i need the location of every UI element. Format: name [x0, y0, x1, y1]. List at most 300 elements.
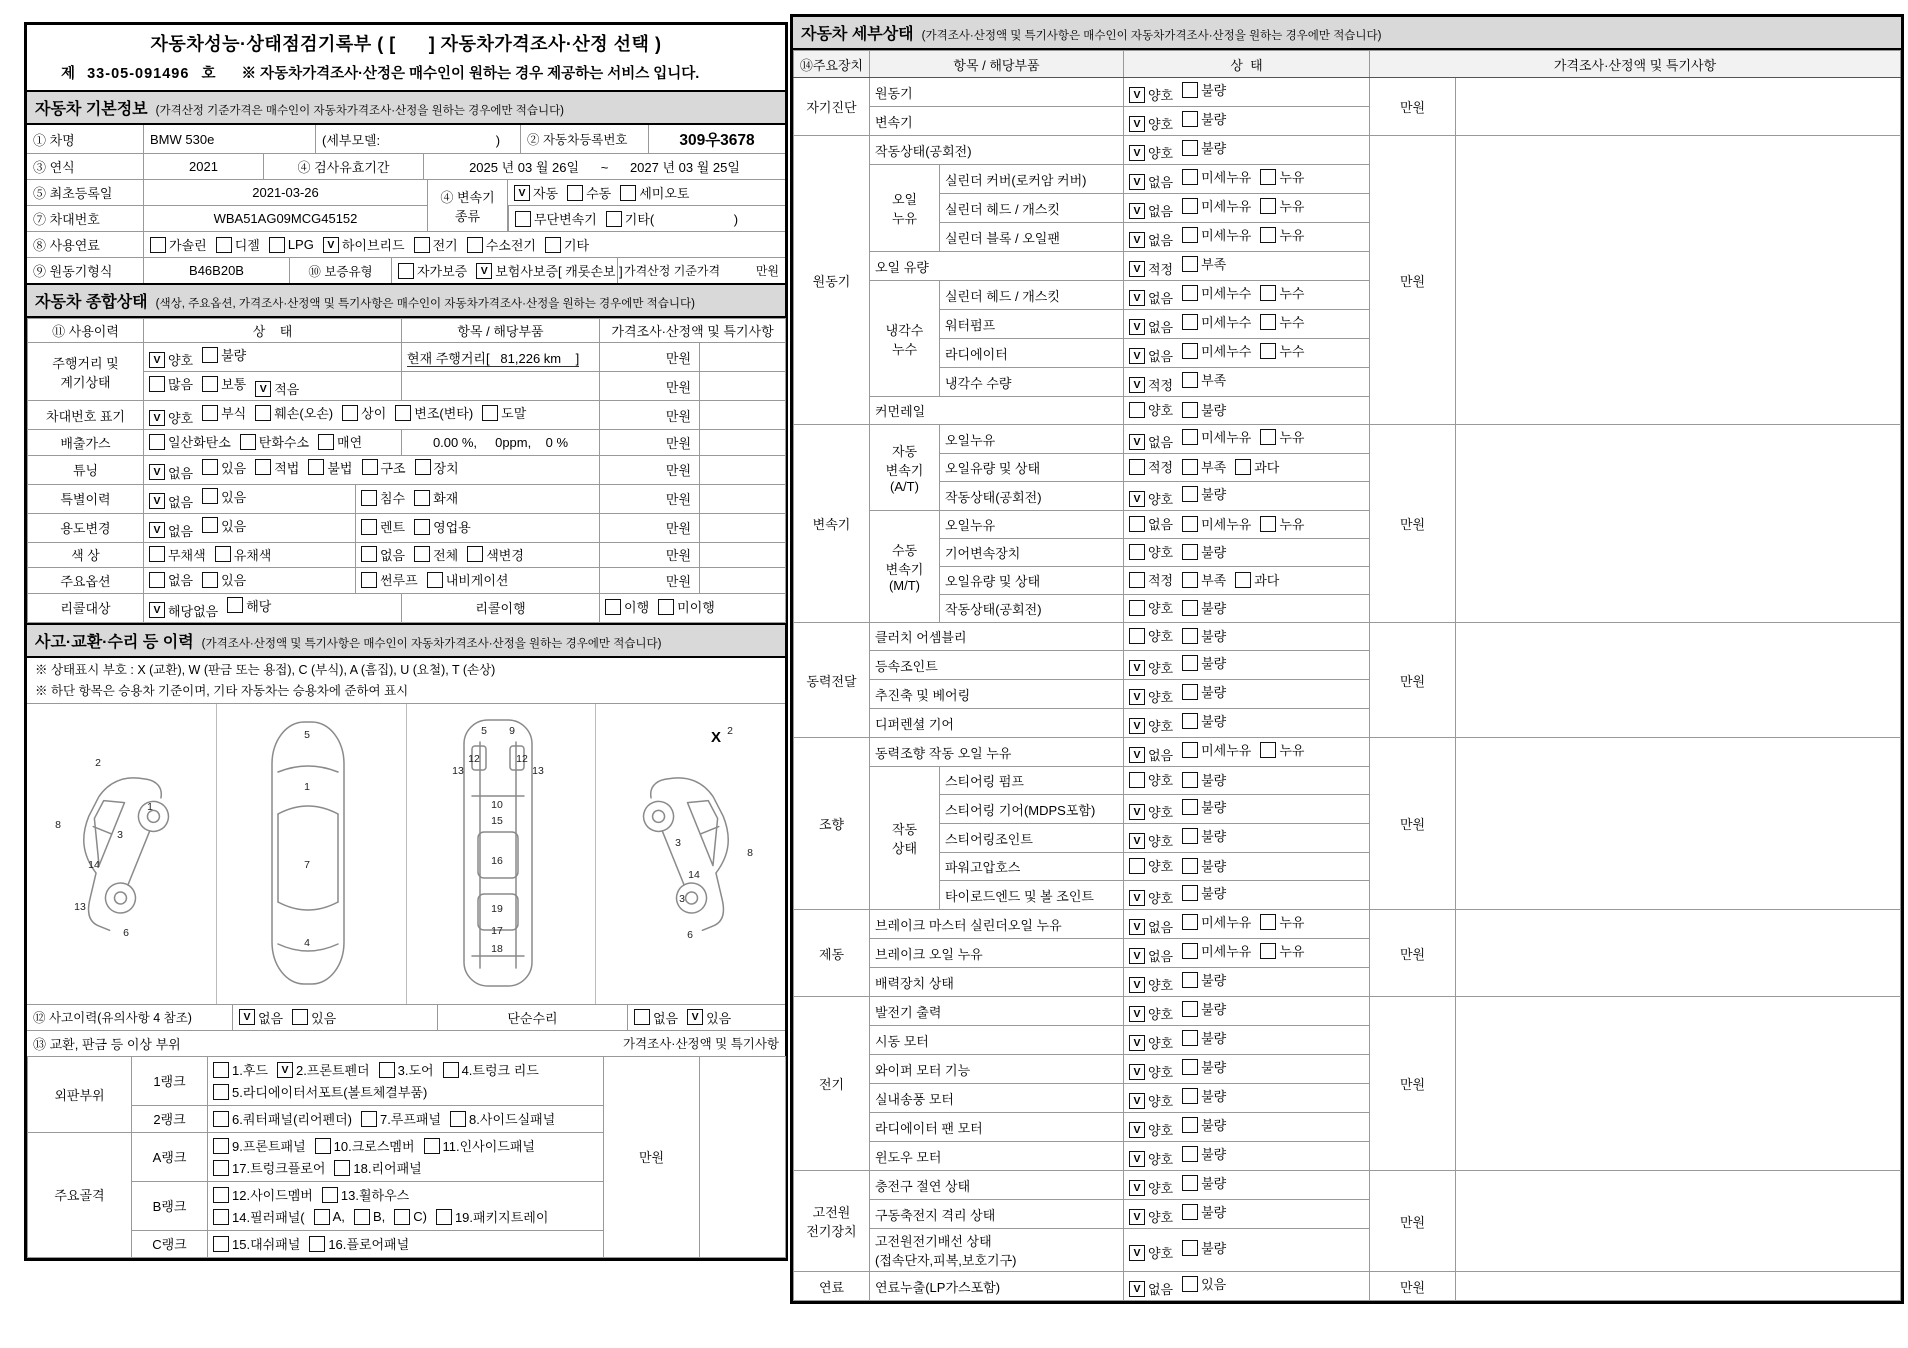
checkbox[interactable] [1182, 343, 1198, 359]
checkbox[interactable]: V [1129, 1281, 1145, 1297]
checkbox-option[interactable] [467, 545, 524, 564]
checkbox-option[interactable] [1182, 1144, 1226, 1163]
checkbox[interactable]: V [1129, 290, 1145, 306]
checkbox-option[interactable] [1182, 626, 1226, 645]
checkbox[interactable] [424, 1138, 440, 1154]
checkbox-option[interactable] [1129, 658, 1173, 677]
checkbox-option[interactable] [606, 209, 738, 228]
price-write-cell[interactable] [1456, 136, 1901, 425]
checkbox[interactable]: V [149, 464, 165, 480]
checkbox-option[interactable] [1182, 1173, 1226, 1192]
checkbox[interactable] [202, 572, 218, 588]
checkbox-option[interactable] [149, 601, 218, 620]
checkbox[interactable] [1182, 628, 1198, 644]
checkbox[interactable]: V [1129, 1006, 1145, 1022]
checkbox[interactable] [1260, 227, 1276, 243]
checkbox[interactable]: V [1129, 660, 1145, 676]
checkbox-option[interactable] [1182, 109, 1226, 128]
checkbox[interactable] [255, 405, 271, 421]
checkbox[interactable] [213, 1209, 229, 1225]
checkbox-option[interactable] [1260, 225, 1304, 244]
checkbox-option[interactable] [1182, 254, 1226, 273]
checkbox[interactable]: V [1129, 434, 1145, 450]
checkbox[interactable]: V [687, 1009, 703, 1025]
price-write-cell[interactable] [700, 430, 786, 456]
checkbox[interactable] [606, 211, 622, 227]
checkbox-option[interactable] [1260, 283, 1304, 302]
checkbox[interactable]: V [149, 493, 165, 509]
checkbox[interactable] [1182, 285, 1198, 301]
checkbox-option[interactable] [379, 1060, 434, 1079]
checkbox[interactable]: V [1129, 1151, 1145, 1167]
checkbox-option[interactable] [308, 458, 352, 477]
checkbox-option[interactable] [213, 1158, 325, 1177]
checkbox[interactable] [467, 546, 483, 562]
checkbox[interactable] [150, 237, 166, 253]
checkbox[interactable]: V [1129, 87, 1145, 103]
checkbox[interactable] [309, 1236, 325, 1252]
checkbox[interactable] [1182, 1088, 1198, 1104]
checkbox-option[interactable] [1182, 682, 1226, 701]
checkbox[interactable] [1182, 799, 1198, 815]
checkbox[interactable] [1129, 772, 1145, 788]
checkbox-option[interactable] [1129, 1149, 1173, 1168]
checkbox[interactable] [322, 1187, 338, 1203]
checkbox-option[interactable] [1129, 975, 1173, 994]
checkbox-option[interactable] [1260, 514, 1304, 533]
checkbox-option[interactable] [1182, 856, 1226, 875]
checkbox[interactable] [1129, 544, 1145, 560]
checkbox[interactable] [1260, 516, 1276, 532]
checkbox-option[interactable] [149, 408, 193, 427]
checkbox[interactable] [354, 1209, 370, 1225]
checkbox-option[interactable] [213, 1136, 306, 1155]
checkbox-option[interactable] [361, 545, 405, 564]
checkbox-option[interactable] [292, 1008, 336, 1027]
checkbox-option[interactable] [1182, 653, 1226, 672]
checkbox[interactable] [1182, 1117, 1198, 1133]
checkbox[interactable] [379, 1062, 395, 1078]
checkbox[interactable]: V [1129, 977, 1145, 993]
checkbox-option[interactable] [1182, 341, 1251, 360]
checkbox[interactable] [318, 434, 334, 450]
checkbox-option[interactable] [255, 403, 333, 422]
checkbox[interactable]: V [514, 185, 530, 201]
checkbox-option[interactable] [277, 1060, 370, 1079]
checkbox-option[interactable] [414, 545, 458, 564]
price-write-cell[interactable] [1456, 1171, 1901, 1272]
checkbox-option[interactable] [1129, 542, 1173, 561]
checkbox[interactable] [361, 572, 377, 588]
checkbox-option[interactable] [314, 1209, 345, 1225]
checkbox[interactable]: V [1129, 377, 1145, 393]
checkbox[interactable]: V [1129, 1122, 1145, 1138]
checkbox[interactable] [1129, 628, 1145, 644]
checkbox[interactable] [1260, 169, 1276, 185]
checkbox[interactable] [1182, 82, 1198, 98]
checkbox-option[interactable] [213, 1207, 305, 1226]
checkbox-option[interactable] [545, 235, 589, 254]
checkbox-option[interactable] [398, 261, 467, 280]
checkbox-option[interactable] [255, 379, 299, 398]
checkbox-option[interactable] [1260, 427, 1304, 446]
checkbox[interactable] [227, 597, 243, 613]
checkbox-option[interactable] [1129, 489, 1173, 508]
checkbox[interactable] [149, 434, 165, 450]
price-write-cell[interactable] [700, 343, 786, 372]
checkbox-option[interactable] [1182, 427, 1251, 446]
price-write-cell[interactable] [700, 484, 786, 513]
checkbox[interactable] [334, 1160, 350, 1176]
checkbox-option[interactable] [361, 517, 405, 536]
checkbox[interactable]: V [1129, 747, 1145, 763]
checkbox-option[interactable] [202, 570, 246, 589]
checkbox[interactable] [1182, 1175, 1198, 1191]
checkbox-option[interactable] [1129, 1243, 1173, 1262]
checkbox[interactable] [1182, 1240, 1198, 1256]
checkbox[interactable] [414, 546, 430, 562]
checkbox[interactable] [1182, 402, 1198, 418]
checkbox[interactable] [658, 599, 674, 615]
checkbox-option[interactable] [1182, 400, 1226, 419]
checkbox-option[interactable] [255, 458, 299, 477]
checkbox-option[interactable] [149, 521, 193, 540]
checkbox-option[interactable] [1182, 797, 1226, 816]
checkbox-option[interactable] [334, 1158, 421, 1177]
checkbox-option[interactable] [605, 597, 649, 616]
checkbox[interactable] [149, 376, 165, 392]
checkbox-option[interactable] [213, 1185, 313, 1204]
checkbox-option[interactable] [1182, 1238, 1226, 1257]
checkbox-option[interactable] [1129, 259, 1173, 278]
checkbox[interactable]: V [1129, 689, 1145, 705]
checkbox-option[interactable] [395, 403, 473, 422]
checkbox-option[interactable] [239, 1008, 283, 1027]
checkbox-option[interactable] [1129, 1120, 1173, 1139]
checkbox[interactable] [1129, 572, 1145, 588]
checkbox[interactable] [1182, 1030, 1198, 1046]
checkbox-option[interactable] [149, 463, 193, 482]
checkbox[interactable] [1182, 858, 1198, 874]
checkbox-option[interactable] [1129, 1004, 1173, 1023]
checkbox-option[interactable] [1182, 370, 1226, 389]
checkbox[interactable] [1129, 516, 1145, 532]
checkbox[interactable] [398, 263, 414, 279]
checkbox-option[interactable] [1129, 288, 1173, 307]
submodel-field[interactable]: (세부모델: ) [315, 125, 520, 153]
checkbox[interactable]: V [1129, 174, 1145, 190]
checkbox[interactable] [213, 1062, 229, 1078]
checkbox-option[interactable] [1182, 312, 1251, 331]
checkbox[interactable] [1182, 655, 1198, 671]
checkbox-option[interactable] [1182, 225, 1251, 244]
checkbox[interactable]: V [149, 352, 165, 368]
checkbox[interactable] [1260, 314, 1276, 330]
checkbox-option[interactable] [1129, 457, 1173, 476]
checkbox-option[interactable] [414, 517, 471, 536]
checkbox[interactable] [202, 347, 218, 363]
checkbox[interactable]: V [1129, 491, 1145, 507]
checkbox[interactable]: V [1129, 1064, 1145, 1080]
checkbox[interactable]: V [255, 381, 271, 397]
checkbox-option[interactable] [1182, 999, 1226, 1018]
checkbox[interactable] [342, 405, 358, 421]
price-write-cell[interactable] [700, 542, 786, 568]
checkbox-option[interactable] [322, 1185, 409, 1204]
checkbox-option[interactable] [1129, 802, 1173, 821]
price-write-cell[interactable] [1456, 997, 1901, 1171]
checkbox-option[interactable] [1182, 1057, 1226, 1076]
checkbox-option[interactable] [149, 374, 193, 393]
checkbox-option[interactable] [362, 458, 406, 477]
checkbox-option[interactable] [1129, 917, 1173, 936]
checkbox-option[interactable] [1182, 826, 1226, 845]
checkbox-option[interactable] [216, 235, 260, 254]
checkbox[interactable] [213, 1111, 229, 1127]
price-write-cell[interactable] [700, 372, 786, 401]
checkbox[interactable]: V [239, 1009, 255, 1025]
checkbox-option[interactable] [482, 403, 526, 422]
checkbox-option[interactable] [213, 1109, 352, 1128]
checkbox-option[interactable] [1129, 1033, 1173, 1052]
checkbox-option[interactable] [1129, 85, 1173, 104]
checkbox-option[interactable] [150, 235, 207, 254]
checkbox-option[interactable] [1129, 598, 1173, 617]
checkbox[interactable] [1182, 372, 1198, 388]
checkbox[interactable] [1182, 713, 1198, 729]
checkbox-option[interactable] [202, 403, 246, 422]
checkbox[interactable]: V [1129, 319, 1145, 335]
checkbox-option[interactable] [213, 1082, 427, 1101]
checkbox-option[interactable] [323, 235, 405, 254]
checkbox[interactable] [545, 237, 561, 253]
checkbox[interactable] [1129, 858, 1145, 874]
checkbox[interactable] [1182, 1276, 1198, 1292]
checkbox[interactable]: V [1129, 833, 1145, 849]
checkbox[interactable]: V [1129, 948, 1145, 964]
checkbox-option[interactable] [658, 597, 715, 616]
checkbox[interactable] [620, 185, 636, 201]
checkbox-option[interactable] [450, 1109, 555, 1128]
checkbox-option[interactable] [1129, 400, 1173, 419]
checkbox-option[interactable] [427, 570, 509, 589]
checkbox-option[interactable] [1182, 1202, 1226, 1221]
checkbox[interactable] [1182, 314, 1198, 330]
checkbox-option[interactable] [1129, 770, 1173, 789]
checkbox[interactable]: V [1129, 348, 1145, 364]
price-write-cell[interactable] [700, 401, 786, 430]
checkbox-option[interactable] [149, 492, 193, 511]
checkbox[interactable] [213, 1160, 229, 1176]
checkbox-option[interactable] [361, 1109, 441, 1128]
checkbox[interactable] [414, 490, 430, 506]
checkbox-option[interactable] [1260, 312, 1304, 331]
checkbox[interactable]: V [1129, 718, 1145, 734]
checkbox-option[interactable] [515, 209, 597, 228]
checkbox[interactable] [1182, 111, 1198, 127]
checkbox-option[interactable] [1129, 230, 1173, 249]
checkbox[interactable] [202, 488, 218, 504]
checkbox[interactable] [567, 185, 583, 201]
checkbox-option[interactable] [354, 1209, 385, 1225]
checkbox[interactable] [1260, 429, 1276, 445]
checkbox[interactable]: V [323, 237, 339, 253]
checkbox-option[interactable] [1235, 457, 1279, 476]
checkbox[interactable] [216, 237, 232, 253]
checkbox-option[interactable] [1182, 542, 1226, 561]
checkbox-option[interactable] [1129, 687, 1173, 706]
checkbox[interactable] [202, 517, 218, 533]
checkbox[interactable] [202, 459, 218, 475]
checkbox[interactable] [1260, 198, 1276, 214]
checkbox-option[interactable] [149, 570, 193, 589]
checkbox[interactable] [395, 405, 411, 421]
checkbox-option[interactable] [1260, 167, 1304, 186]
price-write-cell[interactable] [1456, 738, 1901, 910]
checkbox-option[interactable] [476, 261, 622, 280]
checkbox[interactable] [1182, 227, 1198, 243]
checkbox[interactable] [1182, 972, 1198, 988]
checkbox-option[interactable] [315, 1136, 415, 1155]
checkbox-option[interactable] [1129, 570, 1173, 589]
checkbox-option[interactable] [1129, 888, 1173, 907]
checkbox-option[interactable] [1260, 341, 1304, 360]
price-write-cell[interactable] [700, 568, 786, 594]
checkbox-option[interactable] [1129, 201, 1173, 220]
checkbox[interactable] [202, 376, 218, 392]
checkbox-option[interactable] [1129, 716, 1173, 735]
checkbox[interactable] [362, 459, 378, 475]
checkbox[interactable] [255, 459, 271, 475]
checkbox[interactable] [436, 1209, 452, 1225]
checkbox-option[interactable] [149, 350, 193, 369]
checkbox[interactable] [1182, 459, 1198, 475]
checkbox[interactable] [1182, 885, 1198, 901]
checkbox[interactable] [1182, 1001, 1198, 1017]
checkbox[interactable] [1182, 516, 1198, 532]
checkbox-option[interactable] [1260, 740, 1304, 759]
checkbox-option[interactable] [443, 1060, 539, 1079]
checkbox[interactable] [1182, 828, 1198, 844]
checkbox-option[interactable] [1129, 1091, 1173, 1110]
checkbox-option[interactable] [202, 345, 246, 364]
checkbox[interactable] [269, 237, 285, 253]
checkbox[interactable] [1182, 169, 1198, 185]
checkbox-option[interactable] [1129, 946, 1173, 965]
checkbox[interactable] [1182, 1059, 1198, 1075]
checkbox[interactable] [1182, 198, 1198, 214]
checkbox[interactable] [240, 434, 256, 450]
checkbox-option[interactable] [1182, 514, 1251, 533]
price-write-cell[interactable] [700, 1056, 786, 1257]
checkbox-option[interactable] [1129, 1062, 1173, 1081]
checkbox-option[interactable] [213, 1234, 300, 1253]
price-write-cell[interactable] [700, 455, 786, 484]
checkbox[interactable] [361, 519, 377, 535]
checkbox-option[interactable] [1182, 167, 1251, 186]
checkbox-option[interactable] [1260, 941, 1304, 960]
checkbox[interactable]: V [1129, 890, 1145, 906]
checkbox-option[interactable] [1260, 196, 1304, 215]
checkbox-option[interactable] [1182, 457, 1226, 476]
checkbox-option[interactable] [1182, 196, 1251, 215]
checkbox[interactable] [361, 490, 377, 506]
checkbox-option[interactable] [1182, 484, 1226, 503]
checkbox-option[interactable] [1129, 346, 1173, 365]
checkbox-option[interactable] [202, 458, 246, 477]
checkbox-option[interactable] [1182, 570, 1226, 589]
checkbox-option[interactable] [227, 596, 271, 615]
checkbox[interactable] [215, 546, 231, 562]
checkbox-option[interactable] [687, 1008, 731, 1027]
checkbox[interactable] [149, 572, 165, 588]
checkbox[interactable] [515, 211, 531, 227]
checkbox[interactable] [361, 546, 377, 562]
checkbox-option[interactable] [202, 516, 246, 535]
checkbox[interactable] [202, 405, 218, 421]
checkbox-option[interactable] [1129, 143, 1173, 162]
checkbox[interactable]: V [1129, 1035, 1145, 1051]
checkbox-option[interactable] [1129, 1178, 1173, 1197]
checkbox[interactable] [1182, 600, 1198, 616]
checkbox[interactable]: V [1129, 232, 1145, 248]
price-write-cell[interactable] [700, 513, 786, 542]
checkbox-option[interactable] [1182, 711, 1226, 730]
checkbox[interactable] [605, 599, 621, 615]
checkbox[interactable] [415, 459, 431, 475]
checkbox-option[interactable] [1182, 970, 1226, 989]
checkbox[interactable] [308, 459, 324, 475]
checkbox-option[interactable] [361, 488, 405, 507]
checkbox[interactable] [414, 519, 430, 535]
checkbox-option[interactable] [342, 403, 386, 422]
checkbox[interactable] [394, 1209, 410, 1225]
checkbox[interactable] [292, 1009, 308, 1025]
checkbox-option[interactable] [309, 1234, 409, 1253]
checkbox-option[interactable] [620, 183, 689, 202]
checkbox-option[interactable] [1129, 432, 1173, 451]
checkbox[interactable]: V [1129, 1093, 1145, 1109]
checkbox-option[interactable] [1129, 114, 1173, 133]
checkbox-option[interactable] [634, 1008, 678, 1027]
checkbox[interactable]: V [149, 602, 165, 618]
checkbox-option[interactable] [467, 235, 536, 254]
checkbox-option[interactable] [1129, 856, 1173, 875]
checkbox[interactable] [482, 405, 498, 421]
price-write-cell[interactable] [1456, 78, 1901, 136]
checkbox[interactable]: V [1129, 203, 1145, 219]
checkbox-option[interactable] [414, 488, 458, 507]
checkbox-option[interactable] [1129, 317, 1173, 336]
checkbox[interactable] [1260, 943, 1276, 959]
checkbox-option[interactable] [269, 237, 314, 253]
checkbox-option[interactable] [424, 1136, 535, 1155]
checkbox-option[interactable] [1129, 375, 1173, 394]
checkbox-option[interactable] [1129, 172, 1173, 191]
checkbox-option[interactable] [149, 432, 231, 451]
checkbox[interactable] [1260, 343, 1276, 359]
checkbox-option[interactable] [1129, 514, 1173, 533]
checkbox[interactable]: V [277, 1062, 293, 1078]
checkbox[interactable] [1260, 285, 1276, 301]
checkbox-option[interactable] [414, 235, 458, 254]
checkbox-option[interactable] [240, 432, 309, 451]
checkbox[interactable] [1182, 1146, 1198, 1162]
checkbox-option[interactable] [1182, 770, 1226, 789]
checkbox[interactable] [1182, 429, 1198, 445]
checkbox-option[interactable] [149, 545, 206, 564]
checkbox[interactable]: V [1129, 1209, 1145, 1225]
